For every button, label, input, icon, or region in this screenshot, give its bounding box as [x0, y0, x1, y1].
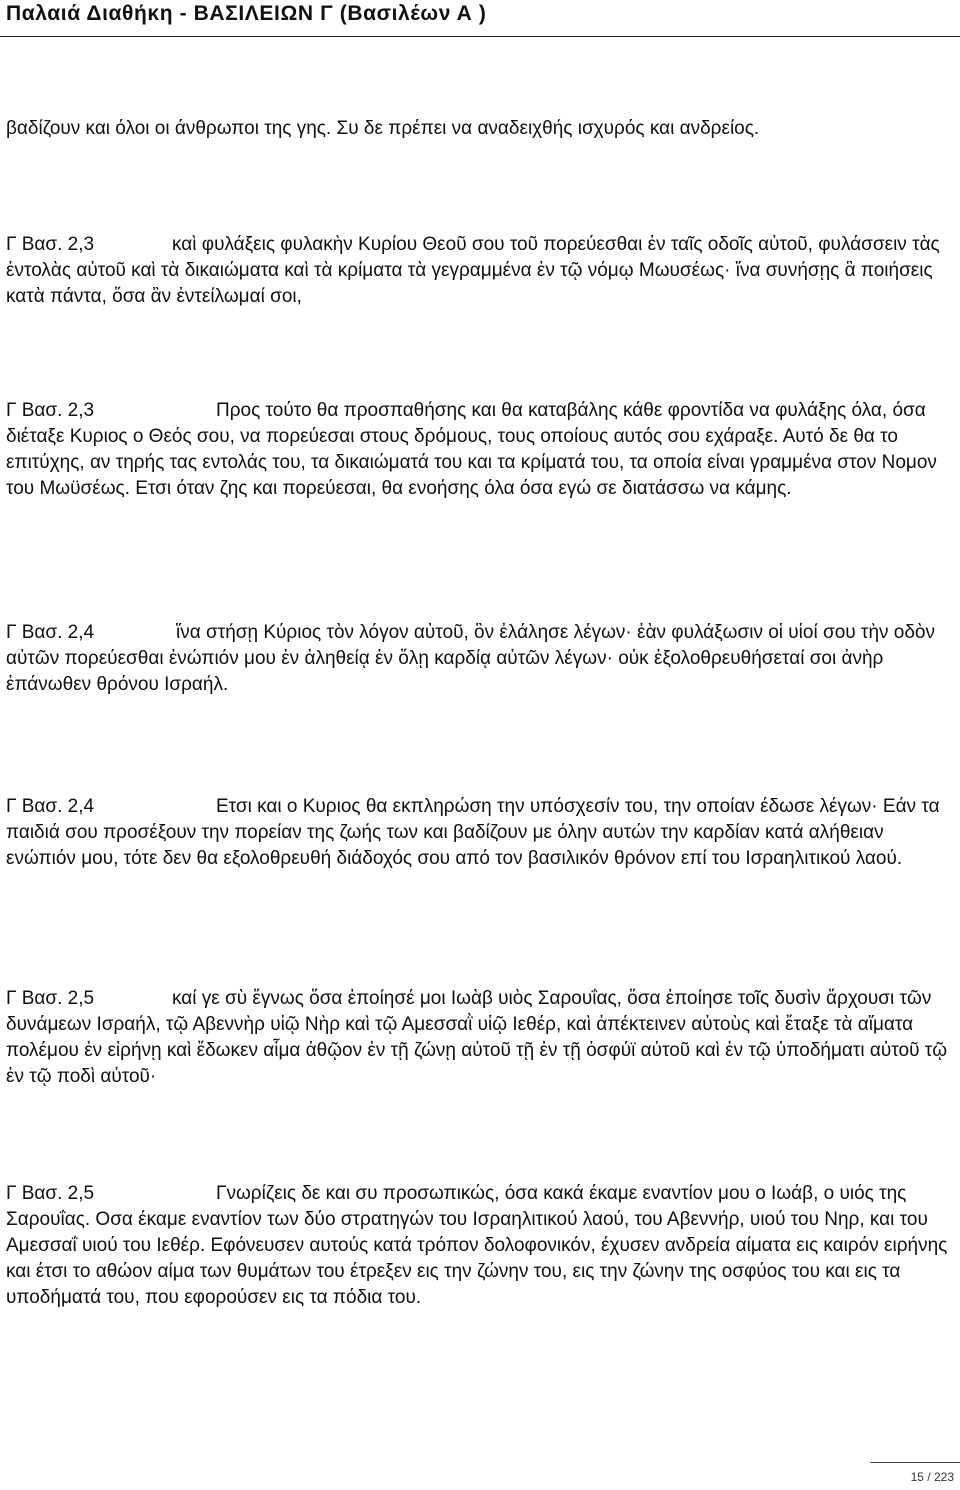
footer-divider	[870, 1462, 960, 1463]
verse-reference: Γ Βασ. 2,3	[6, 234, 95, 255]
passage-text: Ετσι και ο Κυριος θα εκπληρώση την υπόσχεσίν του, την οποίαν έδωσε λέγων· Εάν τα παιδιά σου προσέξουν την πορείαν της ζωής των και βαδίζουν με όλην αυτών την καρδίαν κατά αλήθειαν ενώπιόν μου, τότε δεν θα εξολοθρευθή διάδοχός σου από τον βασιλικόν θρόνον επί του Ισραηλιτικού λαού.	[6, 796, 940, 869]
passage-ancient-2-5	[6, 986, 956, 1090]
passage-modern-2-5	[6, 1181, 956, 1311]
passage-text: Προς τούτο θα προσπαθήσης και θα καταβάλης κάθε φροντίδα να φυλάξης όλα, όσα διέταξε Κυριος ο Θεός σου, να πορεύεσαι στους δρόμους, τους οποίους αυτός σου εχάραξε. Αυτό δε θα το επιτύχης, αν τηρής τας εντολάς του, τα δικαιώματά του και τα κρίματά του, τα οποία είναι γραμμένα στον Νομον του Μωϋσέως. Ετσι όταν ζης και πορεύεσαι, θα ενοήσης όλα όσα εγώ σε διατάσσω να κάμης.	[6, 400, 937, 499]
page-title: Παλαιά Διαθήκη - ΒΑΣΙΛΕΙΩΝ Γ (Βασιλέων Α )	[6, 2, 487, 25]
passage-continuation	[6, 116, 956, 142]
header-divider	[0, 36, 960, 37]
verse-reference: Γ Βασ. 2,5	[6, 988, 95, 1009]
verse-reference: Γ Βασ. 2,3	[6, 400, 95, 421]
page-number: 15 / 223	[910, 1470, 954, 1484]
passage-text: ἵνα στήσῃ Κύριος τὸν λόγον αὐτοῦ, ὃν ἐλάλησε λέγων· ἐὰν φυλάξωσιν οἱ υἱοί σου τὴν οδὸν αὐτῶν πορεύεσθαι ἐνώπιόν μου ἐν ἀληθείᾳ ἐν ὅλῃ καρδίᾳ αὐτῶν λέγων· οὐκ ἐξολοθρευθήσεταί σοι ἀνὴρ ἐπάνωθεν θρόνου Ισραήλ.	[6, 622, 935, 695]
passage-text: καί γε σὺ ἔγνως ὅσα ἐποίησέ μοι Ιωὰβ υιὸς Σαρουΐας, ὅσα ἐποίησε τοῖς δυσὶν ἄρχουσι τῶν δυνάμεων Ισραήλ, τῷ Αβεννὴρ υἱῷ Νὴρ καὶ τῷ Αμεσσαῒ υἱῷ Ιεθέρ, καὶ ἀπέκτεινεν αὐτοὺς καὶ ἔταξε τὰ αἵματα πολέμου ἐν εἰρήνῃ καὶ ἔδωκεν αἷμα ἀθῷον ἐν τῇ ζώνῃ αὐτοῦ τῇ ἐν τῇ ὀσφύϊ αὐτοῦ καὶ ἐν τῷ ὑποδήματι αὐτοῦ τῷ ἐν τῷ ποδὶ αὐτοῦ·	[6, 988, 948, 1087]
verse-reference: Γ Βασ. 2,4	[6, 622, 95, 643]
passage-text: Γνωρίζεις δε και συ προσωπικώς, όσα κακά έκαμε εναντίον μου ο Ιωάβ, ο υιός της Σαρουΐας. Οσα έκαμε εναντίον των δύο στρατηγών του Ισραηλιτικού λαού, του Αβεννήρ, υιού του Νηρ, και του Αμεσσαΐ υιού του Ιεθέρ. Εφόνευσεν αυτούς κατά τρόπον δολοφονικόν, έχυσεν ανδρεία αίματα εις καιρόν ειρήνης και έτσι το αθώον αίμα των θυμάτων του έτρεξεν εις την ζώνην του, εις την ζώνην της οσφύος του και εις τα υποδήματά του, που εφορούσεν εις τα πόδια του.	[6, 1183, 948, 1308]
passage-text: βαδίζουν και όλοι οι άνθρωποι της γης. Συ δε πρέπει να αναδειχθής ισχυρός και ανδρείος.	[6, 118, 760, 139]
verse-reference: Γ Βασ. 2,5	[6, 1183, 95, 1204]
passage-ancient-2-3	[6, 232, 956, 310]
passage-modern-2-3	[6, 398, 956, 502]
verse-reference: Γ Βασ. 2,4	[6, 796, 95, 817]
passage-modern-2-4	[6, 794, 956, 872]
passage-text: καὶ φυλάξεις φυλακὴν Κυρίου Θεοῦ σου τοῦ πορεύεσθαι ἐν ταῖς οδοῖς αὐτοῦ, φυλάσσειν τὰς ἐντολὰς αὐτοῦ καὶ τὰ δικαιώματα καὶ τὰ κρίματα τὰ γεγραμμένα ἐν τῷ νόμῳ Μωυσέως· ἵνα συνήσῃς ἃ ποιήσεις κατὰ πάντα, ὅσα ἂν ἐντείλωμαί σοι,	[6, 234, 940, 307]
passage-ancient-2-4	[6, 620, 956, 698]
